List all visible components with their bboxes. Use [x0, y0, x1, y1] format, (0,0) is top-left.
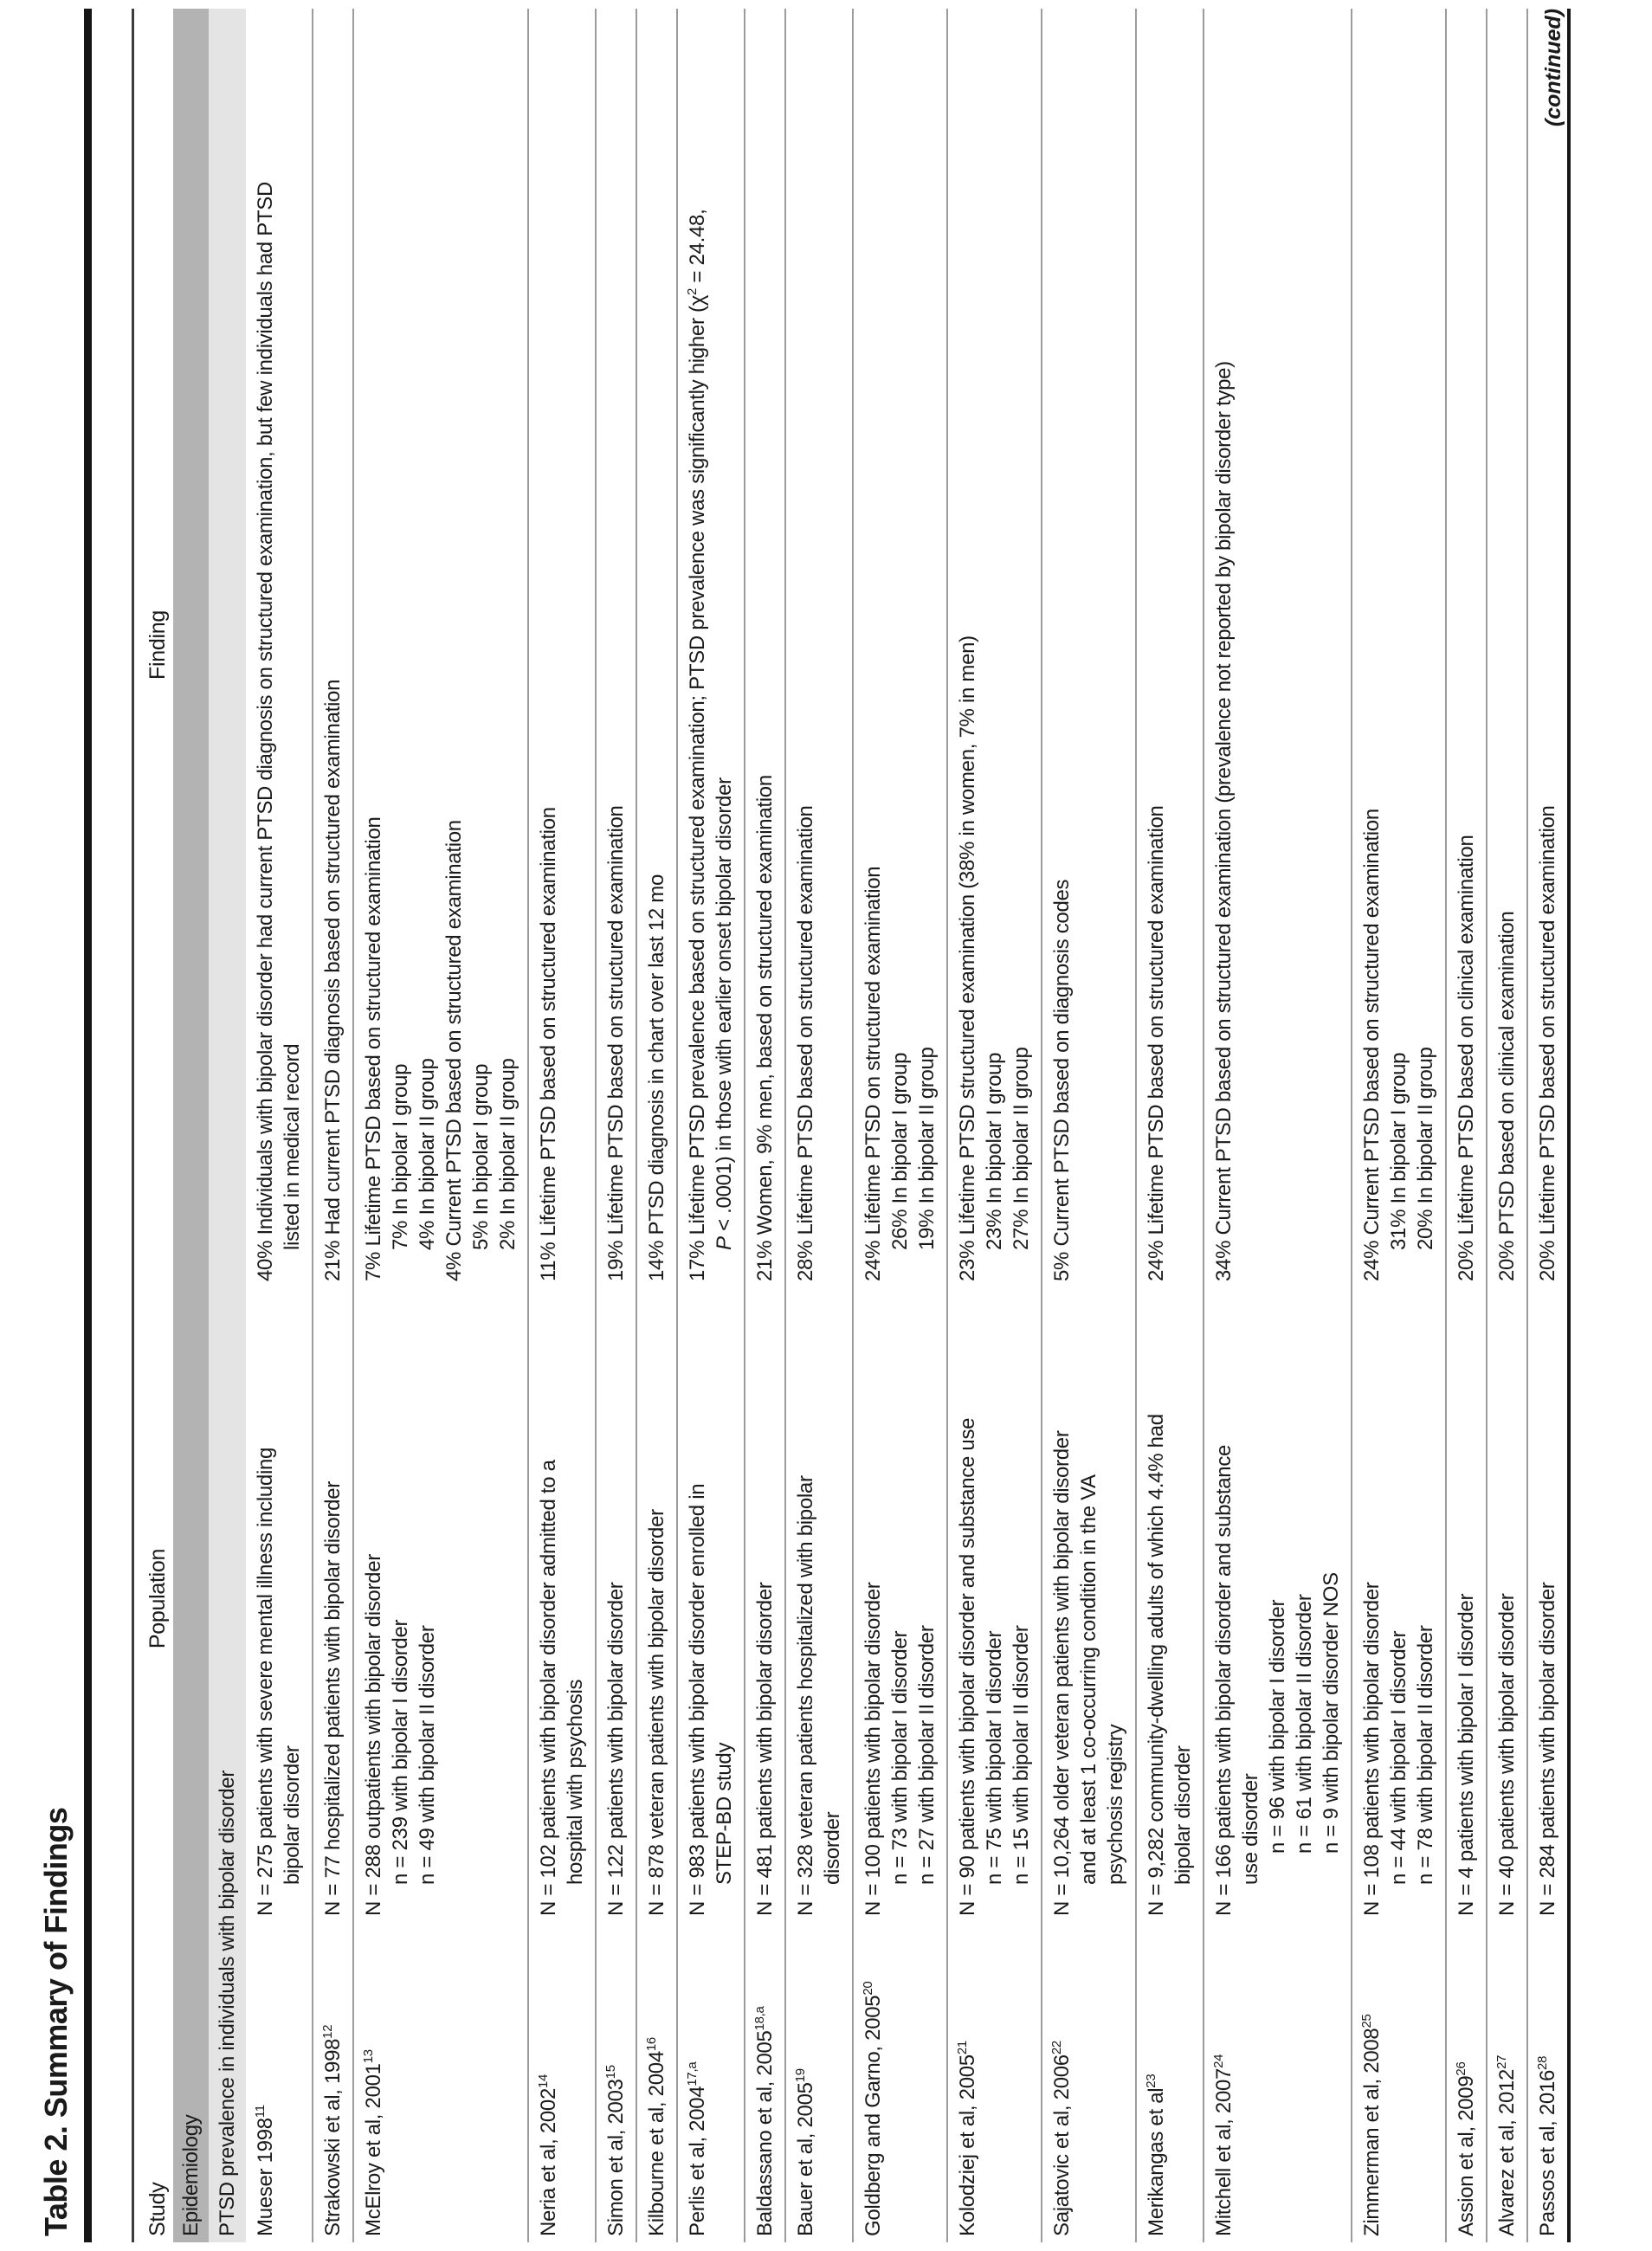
finding-cell — [1143, 9, 1197, 1281]
cell-line: N = 878 veteran patients with bipolar disorder — [645, 1509, 668, 1916]
cell-line: N = 481 patients with bipolar disorder — [753, 1582, 777, 1916]
finding-cell — [1358, 9, 1439, 1281]
population-cell — [792, 1281, 846, 1916]
table-row — [852, 9, 946, 2242]
cell-line: 19% In bipolar II group — [915, 1047, 939, 1250]
finding-cell — [792, 9, 846, 1281]
cell-line: 20% Lifetime PTSD based on structured examination — [1536, 805, 1559, 1281]
cell-line: n = 75 with bipolar I disorder — [983, 1630, 1006, 1885]
cell-line: N = 4 patients with bipolar I disorder — [1455, 1593, 1478, 1916]
population-cell — [319, 1281, 346, 1916]
subsection-header-ptsd-prevalence: PTSD prevalence in individuals with bipolar disorder — [209, 9, 246, 2242]
cell-line: 40% Individuals with bipolar disorder had current PTSD diagnosis on structured examination, but few individuals had PTSD — [254, 181, 277, 1281]
table-row — [946, 9, 1041, 2242]
cell-line: 20% In bipolar II group — [1414, 1047, 1437, 1250]
cell-line: n = 9 with bipolar disorder NOS — [1320, 1572, 1343, 1854]
cell-line: listed in medical record — [281, 1043, 304, 1250]
population-cell — [360, 1281, 521, 1916]
cell-line: n = 73 with bipolar I disorder — [888, 1630, 912, 1885]
table-row — [527, 9, 595, 2242]
cell-line: N = 275 patients with severe mental illness including — [254, 1447, 277, 1916]
cell-line: 7% Lifetime PTSD based on structured examination — [362, 816, 385, 1281]
cell-line: 7% In bipolar I group — [389, 1063, 412, 1250]
cell-line: 20% PTSD based on clinical examination — [1495, 911, 1519, 1281]
table-row — [1041, 9, 1135, 2242]
cell-line: 27% In bipolar II group — [1010, 1047, 1033, 1250]
table-row — [595, 9, 636, 2242]
table-row — [352, 9, 527, 2242]
study-cell: Goldberg and Garno, 2005$^{20}$ — [861, 1981, 885, 2236]
table-row — [636, 9, 676, 2242]
cell-line: 20% Lifetime PTSD based on clinical examination — [1455, 835, 1478, 1281]
header-gap — [92, 9, 132, 2242]
population-cell — [752, 1281, 778, 1916]
table-row — [1526, 9, 1567, 2242]
cell-line: N = 288 outpatients with bipolar disorder — [362, 1554, 385, 1916]
study-cell: Merikangas et $al^{23}$ — [1144, 2074, 1168, 2236]
population-cell — [1049, 1281, 1129, 1916]
cell-line: use disorder — [1239, 1773, 1262, 1885]
column-header-row — [134, 9, 173, 2242]
finding-cell — [954, 9, 1035, 1281]
cell-line: 31% In bipolar I group — [1387, 1052, 1410, 1250]
cell-line: 11% Lifetime PTSD based on structured examination — [537, 807, 560, 1281]
population-cell — [1143, 1281, 1197, 1916]
finding-cell — [252, 9, 306, 1281]
finding-cell — [535, 9, 589, 1281]
top-thick-rule — [84, 9, 92, 2242]
cell-line: N = 100 patients with bipolar disorder — [861, 1582, 885, 1916]
study-cell: Strakowski et al, 1998$^{12}$ — [320, 2024, 345, 2236]
study-cell: Sajatovic et al, 2006$^{22}$ — [1049, 2041, 1074, 2236]
population-cell — [252, 1281, 306, 1916]
study-cell: Alvarez et al, 2012$^{27}$ — [1494, 2054, 1519, 2236]
section-header-epidemiology: Epidemiology — [173, 9, 209, 2242]
study-cell: Simon et al, 2003$^{15}$ — [603, 2065, 628, 2236]
population-cell — [684, 1281, 738, 1916]
table-row — [784, 9, 852, 2242]
study-cell: Baldassano et al, 2005$^{18,a}$ — [752, 2006, 777, 2236]
cell-line: P < .0001) in those with earlier onset bipolar disorder — [713, 777, 736, 1250]
cell-line: 24% Current PTSD based on structured examination — [1360, 809, 1384, 1281]
bottom-rule — [1567, 9, 1571, 2242]
cell-line: and at least 1 co-occurring condition in the VA — [1077, 1474, 1100, 1885]
study-cell: Kolodziej et al, 2005$^{21}$ — [955, 2041, 979, 2236]
finding-cell — [1534, 9, 1561, 1281]
cell-line: 34% Current PTSD based on structured examination (prevalence not reported by bipolar disorder type) — [1212, 361, 1236, 1281]
cell-line: 23% Lifetime PTSD structured examination (38% in women, 7% in men) — [956, 635, 979, 1281]
cell-line: n = 27 with bipolar II disorder — [915, 1625, 939, 1885]
table-row — [1351, 9, 1445, 2242]
cell-line: 24% Lifetime PTSD on structured examination — [861, 866, 885, 1281]
population-cell — [954, 1281, 1035, 1916]
cell-line: N = 40 patients with bipolar disorder — [1495, 1593, 1519, 1916]
table-row — [1486, 9, 1526, 2242]
cell-line: 28% Lifetime PTSD based on structured examination — [794, 805, 817, 1281]
cell-line: 14% PTSD diagnosis in chart over last 12 mo — [645, 874, 668, 1281]
cell-line: 21% Had current PTSD diagnosis based on structured examination — [321, 679, 345, 1281]
finding-cell — [1494, 9, 1520, 1281]
finding-cell — [319, 9, 346, 1281]
study-cell: Mueser 1998$^{11}$ — [253, 2105, 277, 2236]
table-row — [1135, 9, 1203, 2242]
cell-line: 2% In bipolar II group — [496, 1058, 519, 1250]
column-header-study: Study — [145, 2182, 170, 2236]
cell-line: N = 77 hospitalized patients with bipolar disorder — [321, 1481, 345, 1916]
population-cell — [603, 1281, 629, 1916]
cell-line: hospital with psychosis — [564, 1679, 587, 1885]
cell-line: N = 122 patients with bipolar disorder — [604, 1582, 628, 1916]
cell-line: n = 96 with bipolar I disorder — [1266, 1599, 1289, 1854]
column-header-finding: Finding — [145, 610, 170, 680]
cell-line: 5% In bipolar I group — [469, 1063, 493, 1250]
finding-cell — [684, 9, 738, 1281]
cell-line: n = 61 with bipolar II disorder — [1293, 1594, 1316, 1854]
population-cell — [1534, 1281, 1561, 1916]
population-cell — [1453, 1281, 1480, 1916]
cell-line: N = 284 patients with bipolar disorder — [1536, 1582, 1559, 1916]
cell-line: N = 166 patients with bipolar disorder and substance — [1212, 1444, 1236, 1916]
cell-line: psychosis registry — [1104, 1724, 1127, 1885]
cell-line: N = 9,282 community-dwelling adults of which 4.4% had — [1145, 1414, 1168, 1916]
population-cell — [1358, 1281, 1439, 1916]
population-cell — [535, 1281, 589, 1916]
cell-line: n = 239 with bipolar I disorder — [389, 1619, 412, 1885]
summary-table — [84, 9, 1571, 2242]
table-title: Table 2. Summary of Findings — [38, 1807, 74, 2236]
study-cell: Mitchell et al, 2007$^{24}$ — [1211, 2054, 1236, 2236]
cell-line: N = 90 patients with bipolar disorder and substance use — [956, 1417, 979, 1916]
cell-line: disorder — [821, 1811, 844, 1885]
table-body — [246, 9, 1567, 2242]
cell-line: STEP-BD study — [713, 1742, 736, 1885]
finding-cell — [1453, 9, 1480, 1281]
column-header-population: Population — [145, 1548, 170, 1649]
study-cell: Perlis et al, 2004$^{17,a}$ — [685, 2061, 709, 2236]
table-row — [1445, 9, 1486, 2242]
study-cell: Assion et al, 2009$^{26}$ — [1454, 2061, 1478, 2236]
cell-line: n = 15 with bipolar II disorder — [1010, 1625, 1033, 1885]
cell-line: bipolar disorder — [281, 1745, 304, 1885]
cell-line: 23% In bipolar I group — [983, 1052, 1006, 1250]
cell-line: 4% Current PTSD based on structured examination — [442, 820, 466, 1281]
cell-line: N = 102 patients with bipolar disorder admitted to a — [537, 1460, 560, 1916]
cell-line: bipolar disorder — [1171, 1745, 1195, 1885]
population-cell — [1210, 1281, 1345, 1916]
finding-cell — [1049, 9, 1129, 1281]
continued-note: (continued) — [1541, 9, 1565, 127]
table-row — [246, 9, 312, 2242]
finding-cell — [752, 9, 778, 1281]
table-row — [744, 9, 784, 2242]
table-row — [312, 9, 352, 2242]
finding-cell — [860, 9, 940, 1281]
cell-line: N = 328 veteran patients hospitalized with bipolar — [794, 1475, 817, 1916]
cell-line: N = 108 patients with bipolar disorder — [1360, 1582, 1384, 1916]
population-cell — [1494, 1281, 1520, 1916]
finding-cell — [1210, 9, 1345, 1281]
study-cell: Passos et al, 2016$^{28}$ — [1535, 2055, 1559, 2236]
cell-line: N = 10,264 older veteran patients with bipolar disorder — [1050, 1430, 1074, 1916]
cell-line: 17% Lifetime PTSD prevalence based on structured examination; PTSD prevalence was significantly higher ($\chi^2 = 24.48$, — [685, 209, 709, 1281]
cell-line: 26% In bipolar I group — [888, 1052, 912, 1250]
table-row — [676, 9, 744, 2242]
population-cell — [860, 1281, 940, 1916]
cell-line: 5% Current PTSD based on diagnosis codes — [1050, 879, 1074, 1281]
finding-cell — [360, 9, 521, 1281]
population-cell — [643, 1281, 670, 1916]
study-cell: Kilbourne et al, 2004$^{16}$ — [644, 2037, 668, 2236]
cell-line: 21% Women, 9% men, based on structured examination — [753, 775, 777, 1281]
cell-line: n = 44 with bipolar I disorder — [1387, 1630, 1410, 1885]
cell-line: 19% Lifetime PTSD based on structured examination — [604, 805, 628, 1281]
study-cell: McElroy et al, 2001$^{13}$ — [361, 2049, 385, 2236]
cell-line: 4% In bipolar II group — [416, 1058, 439, 1250]
study-cell: Zimmerman et al, 2008$^{25}$ — [1359, 2014, 1384, 2236]
study-cell: Bauer et al, 2005$^{19}$ — [793, 2068, 817, 2236]
finding-cell — [643, 9, 670, 1281]
table-row — [1203, 9, 1351, 2242]
cell-line: 24% Lifetime PTSD based on structured examination — [1145, 805, 1168, 1281]
study-cell: Neria et al, 2002$^{14}$ — [536, 2074, 560, 2236]
cell-line: N = 983 patients with bipolar disorder enrolled in — [686, 1483, 709, 1916]
cell-line: n = 49 with bipolar II disorder — [416, 1625, 439, 1885]
finding-cell — [603, 9, 629, 1281]
cell-line: n = 78 with bipolar II disorder — [1414, 1625, 1437, 1885]
